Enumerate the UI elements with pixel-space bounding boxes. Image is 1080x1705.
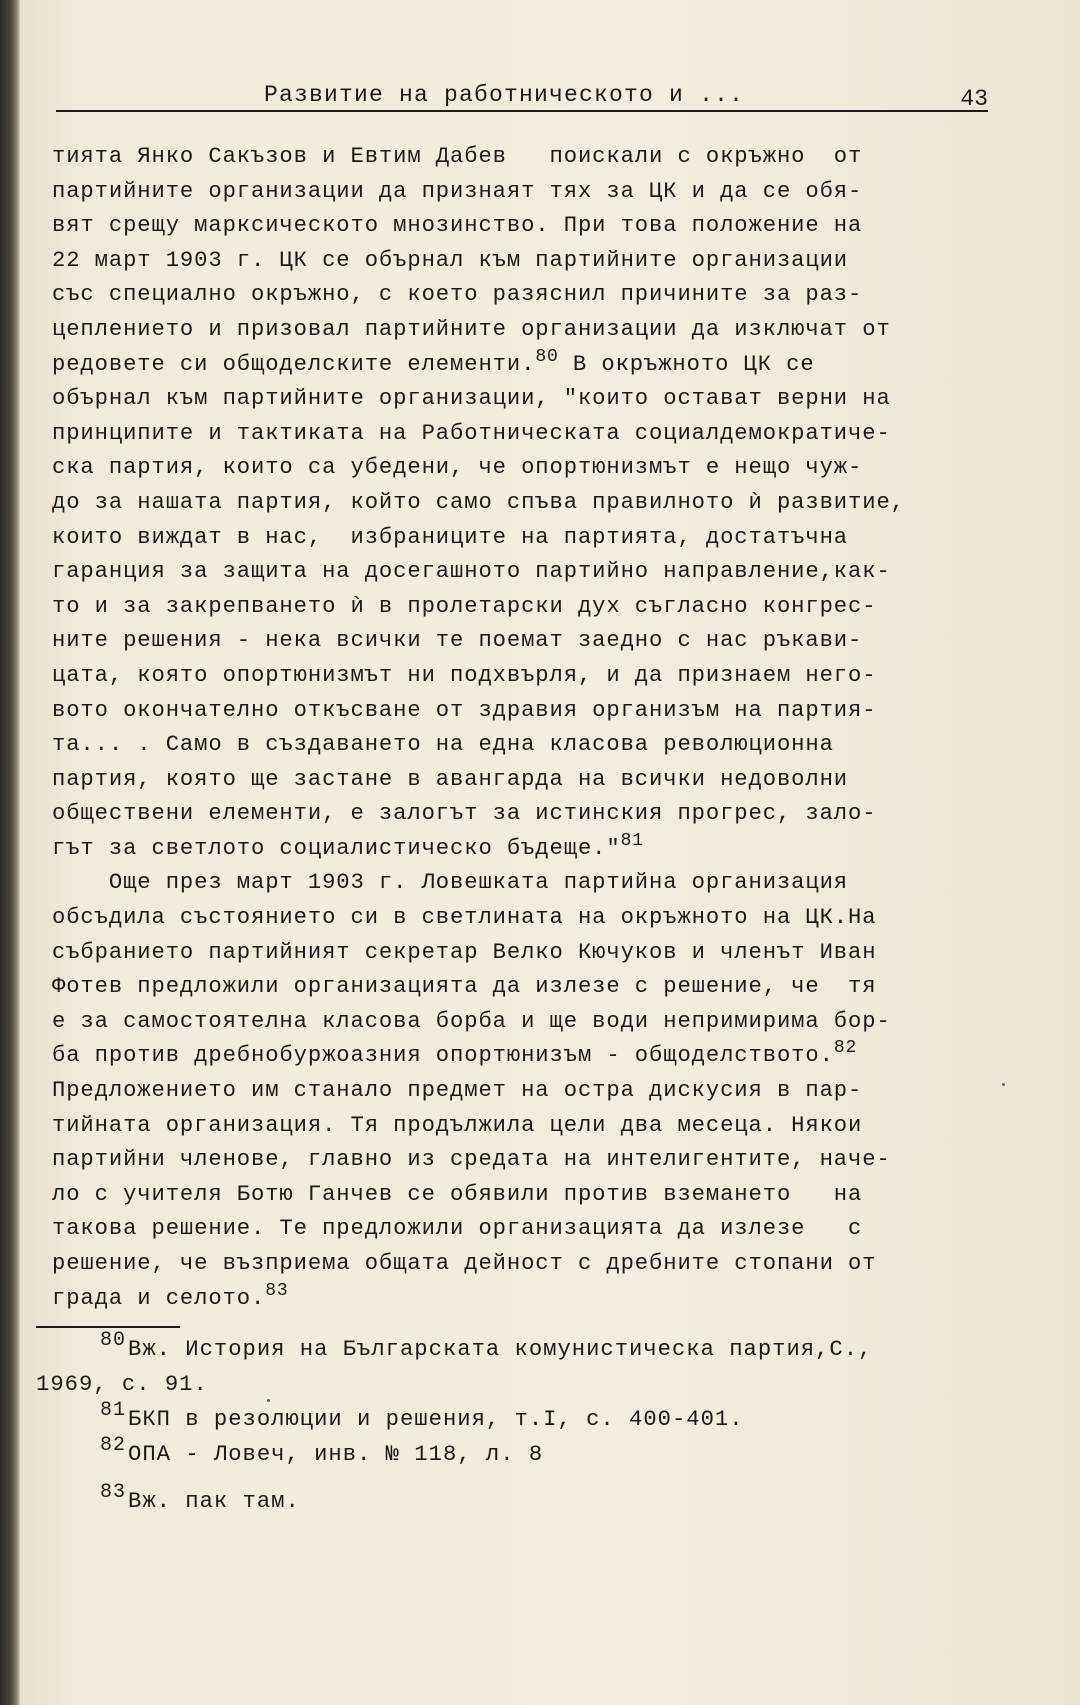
text-line [52,694,992,729]
text-line [52,140,992,175]
text-line [52,1247,992,1282]
text-line [52,348,992,383]
text-line-content: цата, която опортюнизмът ни подхвърля, и да признаем него- [52,662,877,688]
text-line [52,451,992,486]
text-line-content: ло с учителя Ботю Ганчев се обявили против вземането на [52,1181,863,1207]
text-line [52,1143,992,1178]
text-line-content: та... . Само в създаването на една класова революционна [52,732,834,758]
page-number: 43 [960,86,988,112]
footnote-reference: 83 [265,1280,289,1301]
text-line [52,659,992,694]
text-line [52,1282,992,1317]
footnote-text: ОПА - Ловеч, инв. № 118, л. 8 [128,1442,544,1467]
text-line [52,244,992,279]
text-line [52,209,992,244]
text-line-content: решение, че възприема общата дейност с дребните стопани от [52,1251,877,1276]
header-rule [56,110,988,112]
text-line [52,1109,992,1144]
text-line-content: 22 март 1903 г. ЦК се обърнал към партийните организации [52,247,849,273]
text-line [52,1005,992,1040]
text-line [52,797,992,832]
text-line [52,590,992,625]
footnote-80-continuation [36,1367,996,1402]
text-line-content: партия, която ще застане в авангарда на всички недоволни [52,766,849,792]
text-line-content: редовете си общоделските елементи. [52,351,536,377]
text-line-content: до за нашата партия, който само спъва правилното ѝ развитие, [52,489,905,515]
footnote-reference: 81 [620,830,644,851]
text-line [52,278,992,313]
footnote-81 [100,1399,996,1437]
footnote-mark: 82 [100,1434,127,1457]
text-line-content: тийната организация. Тя продължила цели два месеца. Някои [52,1112,863,1138]
text-line [52,763,992,798]
footnote-rule [36,1326,180,1328]
running-head [56,80,988,114]
text-line-content: Фотев предложили организацията да излезе с решение, че тя [52,974,877,1000]
text-line [52,1212,992,1247]
paper-speck [1002,1083,1005,1086]
footnote-text: 1969, с. 91. [36,1372,208,1397]
text-line-content: ба против дребнобуржоазния опортюнизъм - общоделството. [52,1043,834,1069]
text-line-content: Още през март 1903 г. Ловешката партийна организация [52,870,849,896]
text-line-content: събранието партийният секретар Велко Кючуков и членът Иван [52,939,877,965]
footnote-83 [100,1481,996,1519]
text-line [52,175,992,210]
text-line-content: гът за светлото социалистическо бъдеще." [52,835,621,861]
text-line-content: принципите и тактиката на Работническата социалдемократиче- [52,420,891,446]
text-line [52,866,992,901]
text-line-content: цеплението и призовал партийните организации да изключат от [52,316,891,342]
footnote-mark: 83 [100,1481,127,1504]
text-line [52,1074,992,1109]
footnote-82 [100,1434,996,1472]
text-line-content: със специално окръжно, с което разяснил причините за раз- [52,282,863,308]
text-line [52,486,992,521]
footnote-text: Вж. История на Българската комунистическа партия,С., [128,1337,873,1362]
paper-speck [267,1399,270,1402]
text-line [52,417,992,452]
running-head-title: Развитие на работническото и ... [264,82,745,108]
text-line-content: вото окончателно откъсване от здравия организъм на партия- [52,697,877,723]
text-line [52,313,992,348]
text-line-content: обсъдила състоянието си в светлината на окръжното на ЦК.На [52,905,877,931]
text-line-content: Предложението им станало предмет на остра дискусия в пар- [52,1078,863,1104]
text-line [52,624,992,659]
text-line [52,555,992,590]
text-line-content: ска партия, които са убедени, че опортюнизмът е нещо чуж- [52,455,863,481]
footnote-text: Вж. пак там. [128,1489,300,1514]
text-line-content: гаранция за защита на досегашното партийно направление,как- [52,559,891,585]
book-spine-shadow [0,0,20,1705]
text-line-content: партийните организации да признаят тях за ЦК и да се обя- [52,178,863,204]
text-line [52,1178,992,1213]
text-line-content: града и селото. [52,1285,266,1311]
footnote-80 [100,1329,996,1367]
text-line-content: обърнал към партийните организации, "които остават верни на [52,386,891,412]
text-line-continuation: В окръжното ЦК се [558,351,815,377]
text-line-content: ните решения - нека всички те поемат заедно с нас ръкави- [52,628,863,654]
text-line [52,521,992,556]
text-line-content: които виждат в нас, избраниците на партията, достатъчна [52,524,849,550]
text-line [52,901,992,936]
text-line [52,728,992,763]
footnote-mark: 80 [100,1329,127,1352]
footnote-reference: 82 [833,1038,858,1059]
text-line [52,382,992,417]
footnote-mark: 81 [100,1399,127,1422]
body-text [52,140,992,1316]
text-line-content: обществени елементи, е залогът за истинския прогрес, зало- [52,801,877,827]
text-line [52,832,992,867]
text-line [52,1039,992,1074]
text-line-content: то и за закрепването ѝ в пролетарски дух съгласно конгрес- [52,593,877,619]
text-line [52,970,992,1005]
footnote-text: БКП в резолюции и решения, т.I, с. 400-401. [128,1407,744,1432]
text-line [52,936,992,971]
text-line-content: е за самостоятелна класова борба и ще води непримирима бор- [52,1008,891,1034]
footnote-reference: 80 [535,346,559,367]
text-line-content: вят срещу марксическото мнозинство. При това положение на [52,213,863,239]
footnotes [36,1329,996,1519]
text-line-content: тията Янко Сакъзов и Евтим Дабев поискали с окръжно от [52,144,863,169]
text-line-content: такова решение. Те предложили организацията да излезе с [52,1216,863,1242]
text-line-content: партийни членове, главно из средата на интелигентите, наче- [52,1147,891,1173]
